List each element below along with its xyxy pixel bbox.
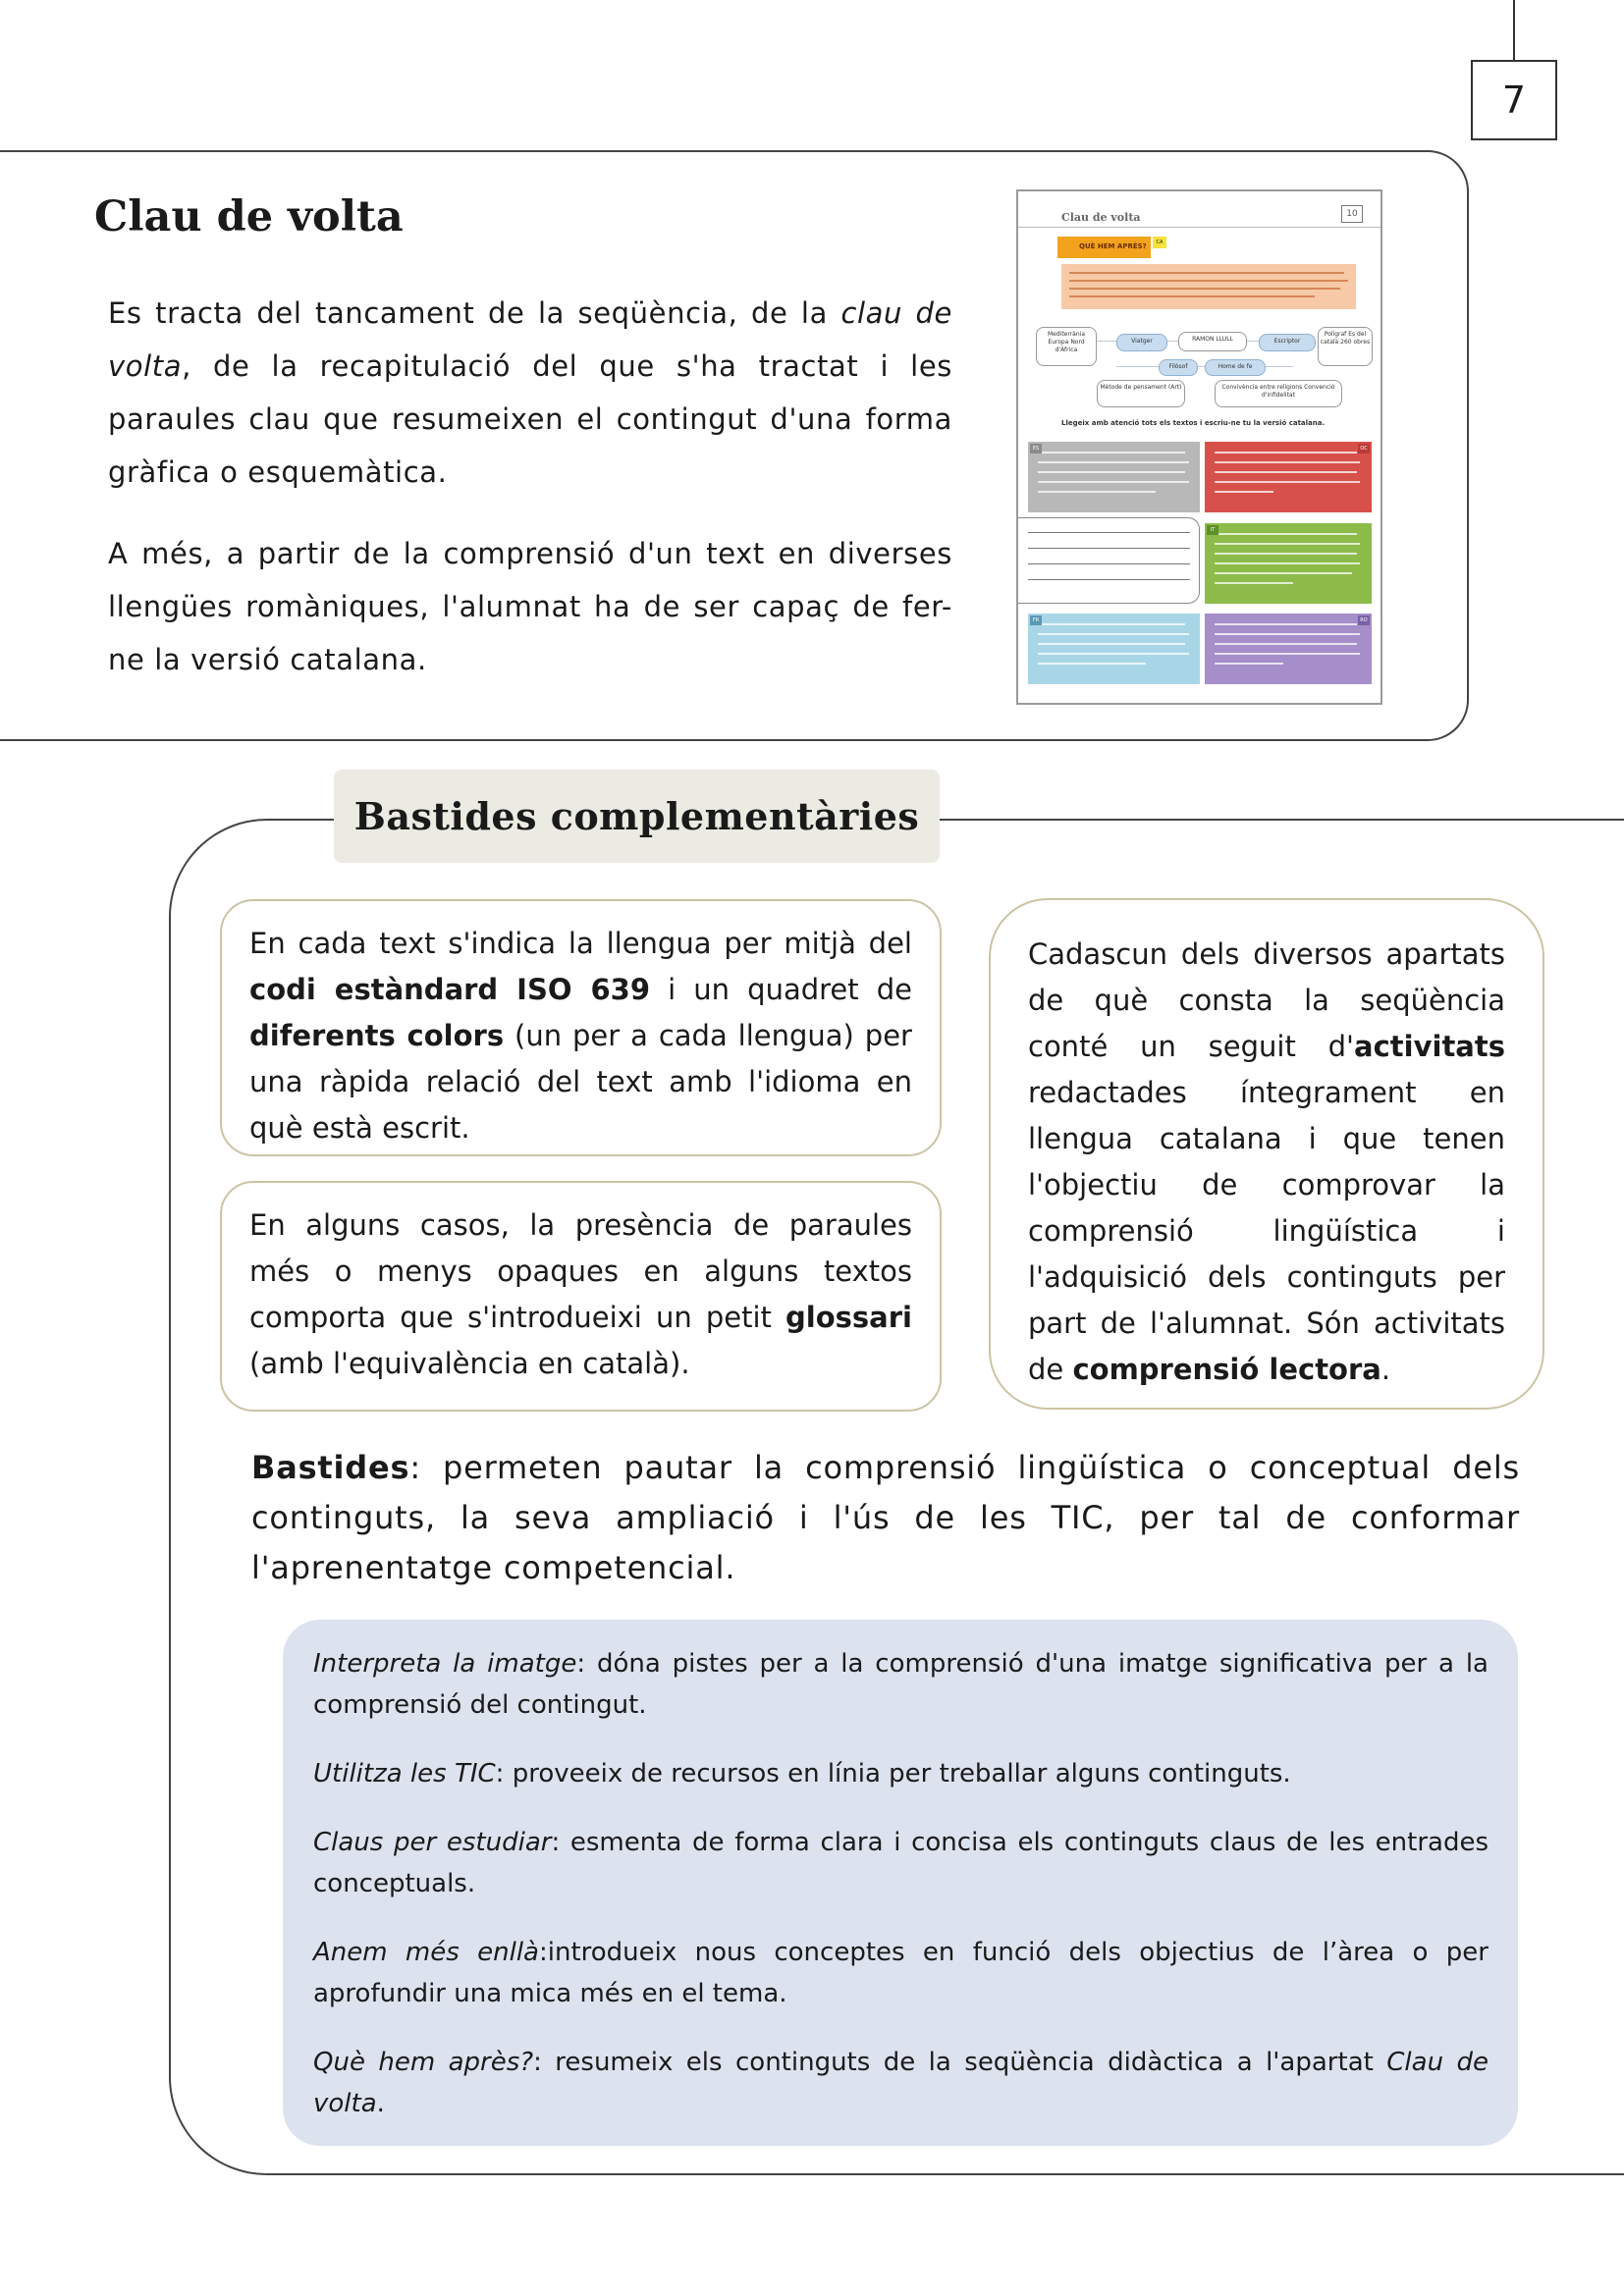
text-line bbox=[1038, 461, 1189, 463]
lang-badge: OC bbox=[1358, 444, 1370, 454]
card-glossary bbox=[220, 1181, 942, 1412]
bastides-title-box bbox=[334, 770, 940, 863]
answer-line bbox=[1028, 548, 1190, 549]
mindmap-node: Viatger bbox=[1116, 334, 1167, 351]
text-run: Es tracta del tancament de la seqüència, de la bbox=[108, 296, 841, 330]
text-run: . bbox=[1380, 1353, 1391, 1386]
mindmap-node: Mètode de pensament (Art) bbox=[1097, 380, 1185, 407]
thumbnail-instruction: Llegeix amb atenció tots els textos i escriu-ne tu la versió catalana. bbox=[1061, 419, 1326, 427]
bastida-text: : proveeix de recursos en línia per treballar alguns continguts. bbox=[495, 1759, 1291, 1789]
text-line bbox=[1215, 623, 1357, 625]
text-line bbox=[1038, 623, 1185, 625]
lang-badge: FR bbox=[1030, 615, 1042, 625]
text-run: redactades íntegrament en llengua catalana i que tenen l'objectiu de comprovar la comprensió lingüística i l'adquisició dels continguts per part de l'alumnat. Són activitats de bbox=[1028, 1076, 1505, 1386]
bastida-term: Claus per estudiar bbox=[313, 1828, 552, 1857]
thumbnail-page-number: 10 bbox=[1341, 205, 1363, 223]
text-line bbox=[1215, 452, 1357, 454]
text-block-es bbox=[1028, 442, 1200, 512]
bastida-item bbox=[313, 2042, 1489, 2124]
text-line bbox=[1215, 572, 1352, 574]
bastida-term: Anem més enllà bbox=[313, 1938, 539, 1967]
text-line bbox=[1215, 582, 1293, 584]
section-title-clau-de-volta: Clau de volta bbox=[94, 192, 404, 241]
bastida-item bbox=[313, 1753, 1489, 1794]
bastida-item bbox=[313, 1932, 1489, 2014]
clau-paragraph-1 bbox=[108, 287, 952, 499]
example-page-thumbnail bbox=[1016, 189, 1382, 705]
text-line bbox=[1215, 461, 1360, 463]
bastida-text: :introdueix nous conceptes en funció dels objectius de l’àrea o per aprofundir una mica més en el tema. bbox=[313, 1938, 1489, 2008]
bastides-definition bbox=[251, 1443, 1520, 1593]
text-run: i un quadret de bbox=[650, 973, 912, 1006]
summary-line bbox=[1069, 280, 1348, 282]
text-run-bold: glossari bbox=[785, 1301, 912, 1334]
text-line bbox=[1038, 481, 1189, 483]
clau-paragraph-2: A més, a partir de la comprensió d'un text en diverses llengües romàniques, l'alumnat ha de ser capaç de fer-ne la versió catalana. bbox=[108, 537, 952, 676]
answer-line bbox=[1028, 532, 1190, 533]
text-line bbox=[1038, 643, 1185, 645]
text-line bbox=[1215, 663, 1283, 665]
mindmap-node: Mediterrània Europa Nord d'Àfrica bbox=[1036, 327, 1097, 366]
text-run: , de la recapitulació del que s'ha tractat i les paraules clau que resumeixen el contingut d'una forma gràfica o esquemàtica. bbox=[108, 349, 952, 489]
text-run-bold: comprensió lectora bbox=[1072, 1353, 1381, 1386]
text-run: En cada text s'indica la llengua per mitjà del bbox=[249, 927, 912, 960]
text-line bbox=[1038, 633, 1189, 635]
bastida-text: : resumeix els continguts de la seqüència didàctica a l'apartat bbox=[533, 2048, 1387, 2077]
text-line bbox=[1215, 491, 1273, 493]
mindmap-node: Convivència entre religions Convenció d'infidelitat bbox=[1215, 380, 1342, 407]
card-language-codes bbox=[220, 899, 942, 1156]
mindmap-node: Polígraf Es del català 260 obres bbox=[1318, 327, 1373, 366]
summary-line bbox=[1069, 272, 1344, 274]
mindmap-node-center: RAMON LLULL bbox=[1178, 332, 1247, 351]
bastida-item bbox=[313, 1822, 1489, 1904]
text-block-ro bbox=[1205, 614, 1372, 684]
bastida-text-italic: Clau de volta bbox=[313, 2048, 1489, 2118]
lang-badge: IT bbox=[1207, 525, 1218, 535]
text-line bbox=[1038, 452, 1185, 454]
text-line bbox=[1215, 533, 1357, 535]
answer-line bbox=[1028, 579, 1190, 580]
text-line bbox=[1215, 643, 1357, 645]
text-run: (un per a cada llengua) per una ràpida relació del text amb l'idioma en què està escrit. bbox=[249, 1019, 912, 1145]
bastida-term: Utilitza les TIC bbox=[313, 1759, 496, 1789]
text-run: (amb l'equivalència en català). bbox=[249, 1347, 690, 1380]
thumbnail-tag: QUÈ HEM APRÈS? bbox=[1057, 237, 1151, 258]
text-run-bold: diferents colors bbox=[249, 1019, 505, 1052]
summary-line bbox=[1069, 288, 1340, 290]
text-line bbox=[1215, 553, 1357, 555]
text-line bbox=[1215, 653, 1360, 655]
thumbnail-title: Clau de volta bbox=[1061, 211, 1141, 224]
text-line bbox=[1215, 543, 1360, 545]
answer-lines-box bbox=[1018, 517, 1200, 604]
thumbnail-rule bbox=[1018, 227, 1380, 228]
answer-line bbox=[1028, 563, 1190, 564]
text-line bbox=[1038, 653, 1189, 655]
text-line bbox=[1215, 471, 1357, 473]
text-run-bold: codi estàndard ISO 639 bbox=[249, 973, 651, 1006]
text-line bbox=[1215, 481, 1360, 483]
text-run: Cadascun dels diversos apartats de què consta la seqüència conté un seguit d' bbox=[1028, 937, 1505, 1063]
mindmap-node: Escriptor bbox=[1259, 334, 1316, 351]
bastida-item bbox=[313, 1643, 1489, 1726]
bastida-term: Interpreta la imatge bbox=[313, 1649, 577, 1679]
section-title-bastides: Bastides complementàries bbox=[353, 794, 920, 838]
text-block-it bbox=[1205, 523, 1372, 604]
text-line bbox=[1215, 562, 1360, 564]
thumbnail-tag-lang: CA bbox=[1153, 237, 1166, 248]
bastida-text: : esmenta de forma clara i concisa els continguts claus de les entrades conceptuals. bbox=[313, 1828, 1489, 1898]
page-number: 7 bbox=[1471, 60, 1557, 140]
mindmap-node: Filòsof bbox=[1159, 359, 1198, 376]
text-run-bold: activitats bbox=[1354, 1030, 1505, 1063]
page-number-connector bbox=[1513, 0, 1515, 61]
bastida-term: Què hem après? bbox=[313, 2048, 534, 2077]
bastida-text: . bbox=[376, 2089, 385, 2118]
card-activities bbox=[989, 898, 1544, 1410]
text-run: En alguns casos, la presència de paraules més o menys opaques en alguns textos comporta que s'introdueixi un petit bbox=[249, 1208, 912, 1334]
summary-line bbox=[1069, 295, 1315, 297]
bastida-text: : dóna pistes per a la comprensió d'una imatge significativa per a la comprensió del contingut. bbox=[313, 1649, 1489, 1720]
mindmap-node: Home de fe bbox=[1205, 359, 1266, 376]
text-line bbox=[1038, 491, 1156, 493]
lang-badge: ES bbox=[1030, 444, 1042, 454]
text-line bbox=[1215, 633, 1360, 635]
text-block-fr bbox=[1028, 614, 1200, 684]
lang-badge: RO bbox=[1358, 615, 1370, 625]
text-run-italic: clau de volta bbox=[108, 296, 952, 383]
text-run: : permeten pautar la comprensió lingüística o conceptual dels continguts, la seva ampliació i l'ús de les TIC, per tal de conformar l'aprenentatge competencial. bbox=[251, 1449, 1520, 1586]
text-line bbox=[1038, 471, 1185, 473]
text-line bbox=[1038, 663, 1146, 665]
thumbnail-summary-block bbox=[1061, 264, 1356, 309]
bastides-list-box bbox=[283, 1620, 1518, 2146]
text-block-oc bbox=[1205, 442, 1372, 512]
text-run-bold: Bastides bbox=[251, 1449, 410, 1486]
